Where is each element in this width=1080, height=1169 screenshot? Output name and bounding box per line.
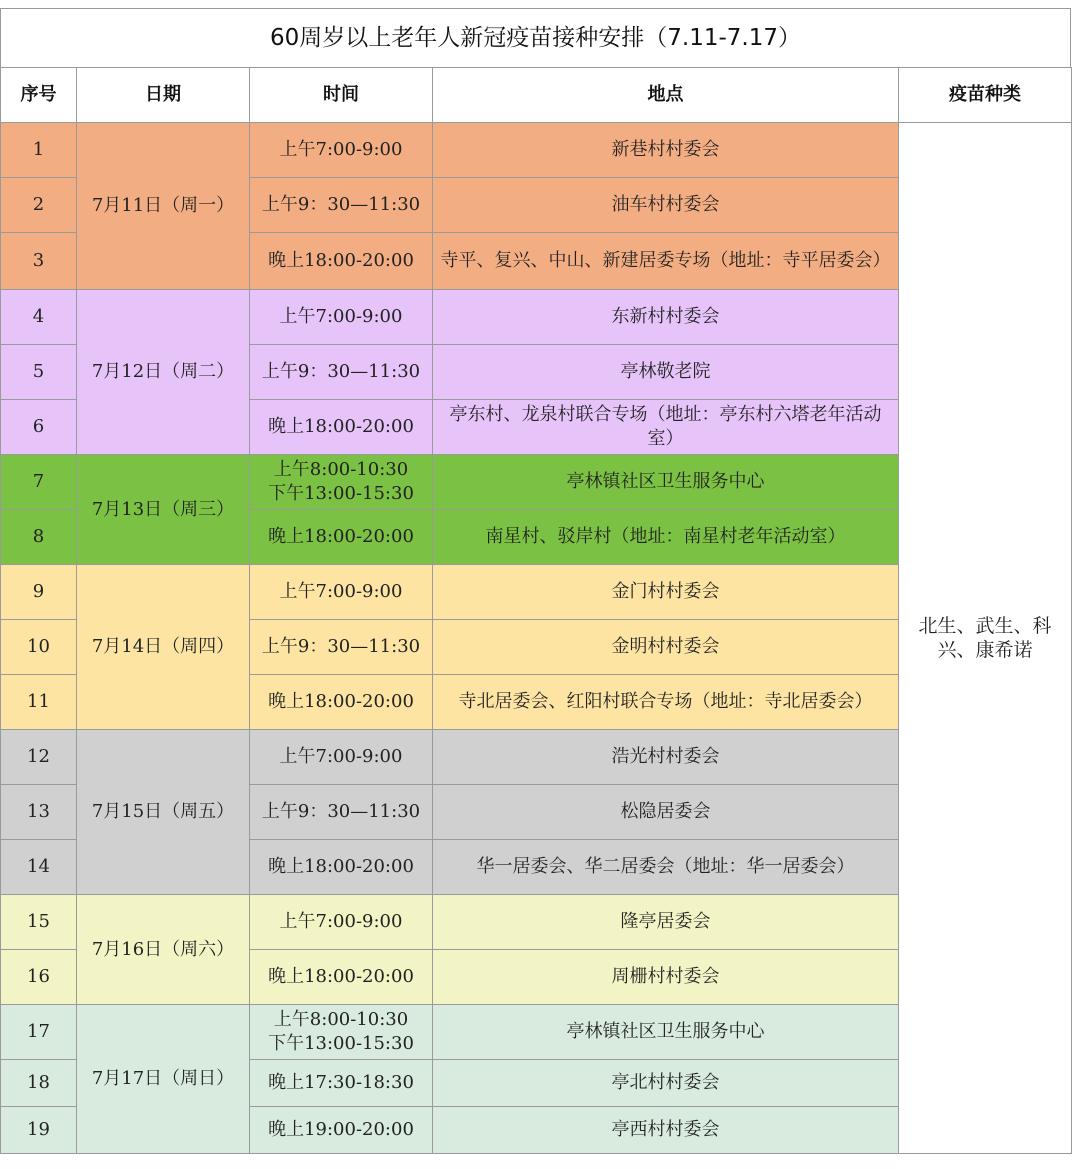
location-cell: 亭东村、龙泉村联合专场（地址：亭东村六塔老年活动室） <box>433 400 899 455</box>
vaccine-types-cell: 北生、武生、科兴、康希诺 <box>899 123 1072 1154</box>
time-cell: 上午9：30—11:30 <box>250 178 433 233</box>
date-cell: 7月17日（周日） <box>77 1005 250 1154</box>
table-header-row <box>1 68 1072 123</box>
location-cell: 新巷村村委会 <box>433 123 899 178</box>
row-index: 16 <box>1 950 77 1005</box>
time-cell: 晚上18:00-20:00 <box>250 400 433 455</box>
time-cell: 晚上19:00-20:00 <box>250 1107 433 1154</box>
row-index: 14 <box>1 840 77 895</box>
header-location: 地点 <box>433 68 899 123</box>
row-index: 10 <box>1 620 77 675</box>
time-line-morning: 上午8:00-10:30 <box>273 1009 409 1030</box>
row-index: 8 <box>1 510 77 565</box>
time-cell <box>250 455 433 510</box>
location-cell: 周栅村村委会 <box>433 950 899 1005</box>
row-index: 9 <box>1 565 77 620</box>
location-cell: 亭林镇社区卫生服务中心 <box>433 455 899 510</box>
header-vaccine: 疫苗种类 <box>899 68 1072 123</box>
time-cell: 晚上18:00-20:00 <box>250 950 433 1005</box>
time-line-afternoon: 下午13:00-15:30 <box>268 1033 414 1054</box>
time-cell <box>250 1005 433 1060</box>
table-row <box>1 123 1072 178</box>
location-cell: 寺北居委会、红阳村联合专场（地址：寺北居委会） <box>433 675 899 730</box>
location-cell: 亭西村村委会 <box>433 1107 899 1154</box>
row-index: 18 <box>1 1060 77 1107</box>
row-index: 5 <box>1 345 77 400</box>
time-cell: 晚上18:00-20:00 <box>250 233 433 290</box>
time-cell: 上午9：30—11:30 <box>250 620 433 675</box>
location-cell: 金明村村委会 <box>433 620 899 675</box>
row-index: 1 <box>1 123 77 178</box>
row-index: 7 <box>1 455 77 510</box>
time-cell: 上午9：30—11:30 <box>250 345 433 400</box>
row-index: 6 <box>1 400 77 455</box>
row-index: 12 <box>1 730 77 785</box>
location-cell: 南星村、驳岸村（地址：南星村老年活动室） <box>433 510 899 565</box>
date-cell: 7月15日（周五） <box>77 730 250 895</box>
date-cell: 7月13日（周三） <box>77 455 250 565</box>
location-cell: 油车村村委会 <box>433 178 899 233</box>
time-cell: 上午7:00-9:00 <box>250 290 433 345</box>
row-index: 2 <box>1 178 77 233</box>
time-cell: 晚上18:00-20:00 <box>250 675 433 730</box>
location-cell: 松隐居委会 <box>433 785 899 840</box>
row-index: 19 <box>1 1107 77 1154</box>
row-index: 15 <box>1 895 77 950</box>
location-cell: 隆亭居委会 <box>433 895 899 950</box>
date-cell: 7月11日（周一） <box>77 123 250 290</box>
date-cell: 7月16日（周六） <box>77 895 250 1005</box>
location-cell: 东新村村委会 <box>433 290 899 345</box>
location-cell: 亭北村村委会 <box>433 1060 899 1107</box>
page-title: 60周岁以上老年人新冠疫苗接种安排（7.11-7.17） <box>0 8 1071 67</box>
date-cell: 7月12日（周二） <box>77 290 250 455</box>
header-index: 序号 <box>1 68 77 123</box>
location-cell: 亭林镇社区卫生服务中心 <box>433 1005 899 1060</box>
row-index: 4 <box>1 290 77 345</box>
time-cell: 晚上17:30-18:30 <box>250 1060 433 1107</box>
location-cell: 浩光村村委会 <box>433 730 899 785</box>
header-time: 时间 <box>250 68 433 123</box>
time-cell: 上午7:00-9:00 <box>250 730 433 785</box>
location-cell: 寺平、复兴、中山、新建居委专场（地址：寺平居委会） <box>433 233 899 290</box>
row-index: 11 <box>1 675 77 730</box>
header-date: 日期 <box>77 68 250 123</box>
date-cell: 7月14日（周四） <box>77 565 250 730</box>
time-line-morning: 上午8:00-10:30 <box>273 459 409 480</box>
row-index: 17 <box>1 1005 77 1060</box>
schedule-table <box>0 67 1072 1154</box>
location-cell: 亭林敬老院 <box>433 345 899 400</box>
location-cell: 金门村村委会 <box>433 565 899 620</box>
time-cell: 上午7:00-9:00 <box>250 895 433 950</box>
time-cell: 晚上18:00-20:00 <box>250 840 433 895</box>
time-cell: 上午7:00-9:00 <box>250 123 433 178</box>
schedule-sheet <box>0 8 1071 1154</box>
time-line-afternoon: 下午13:00-15:30 <box>268 483 414 504</box>
location-cell: 华一居委会、华二居委会（地址：华一居委会） <box>433 840 899 895</box>
time-cell: 晚上18:00-20:00 <box>250 510 433 565</box>
time-cell: 上午7:00-9:00 <box>250 565 433 620</box>
row-index: 13 <box>1 785 77 840</box>
row-index: 3 <box>1 233 77 290</box>
time-cell: 上午9：30—11:30 <box>250 785 433 840</box>
